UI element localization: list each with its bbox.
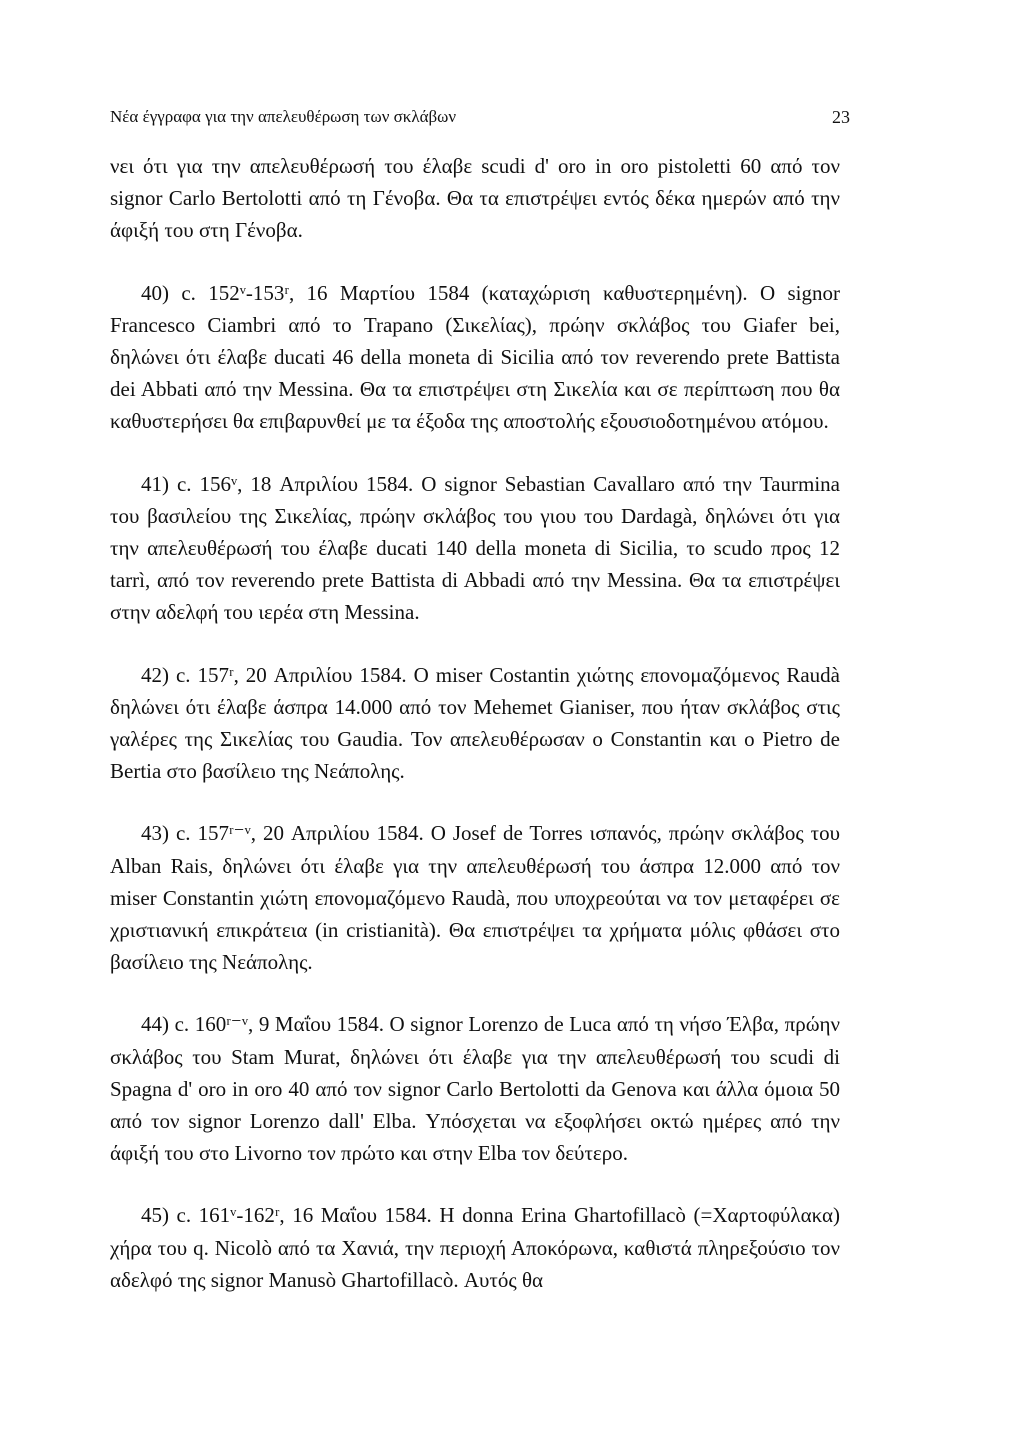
- paragraph-entry-44: 44) c. 160ʳ⁻ᵛ, 9 Μαΐου 1584. Ο signor Lorenzo de Luca από τη νήσο Έλβα, πρώην σκλάβος του Stam Murat, δηλώνει ότι έλαβε για την απελευθέρωσή του scudi di Spagna d' oro in oro 40 από τον signor Carlo Bertolotti da Genova και άλλα όμοια 50 από τον signor Lorenzo dall' Elba. Υπόσχεται να εξοφλήσει οκτώ ημέρες από την άφιξή του στο Livorno τον πρώτο και στην Elba τον δεύτερο.: [110, 1012, 840, 1166]
- paragraph-continued: νει ότι για την απελευθέρωσή του έλαβε scudi d' oro in oro pistoletti 60 από τον signor Carlo Bertolotti από τη Γένοβα. Θα τα επιστρέψει εντός δέκα ημερών από την άφιξή του στη Γένοβα.: [110, 154, 840, 243]
- body-text: [110, 150, 840, 1296]
- page-number: 23: [832, 107, 850, 127]
- running-head: [110, 104, 850, 130]
- running-title: Νέα έγγραφα για την απελευθέρωση των σκλάβων: [110, 107, 457, 126]
- paragraph-entry-42: 42) c. 157ʳ, 20 Απριλίου 1584. Ο miser Costantin χιώτης επονομαζόμενος Raudà δηλώνει ότι έλαβε άσπρα 14.000 από τον Mehemet Gianiser, που ήταν σκλάβος στις γαλέρες της Σικελίας του Gaudia. Τον απελευθέρωσαν ο Constantin και ο Pietro de Bertia στο βασίλειο της Νεάπολης.: [110, 662, 840, 784]
- paragraph-entry-41: 41) c. 156ᵛ, 18 Απριλίου 1584. Ο signor Sebastian Cavallaro από την Taurmina του βασιλείου της Σικελίας, πρώην σκλάβος του γιου του Dardagà, δηλώνει ότι για την απελευθέρωσή του έλαβε ducati 140 della moneta di Sicilia, το scudo προς 12 tarrì, από τον reverendo prete Battista di Abbadi από την Messina. Θα τα επιστρέψει στην αδελφή του ιερέα στη Messina.: [110, 471, 840, 625]
- paragraph-entry-40: 40) c. 152ᵛ-153ʳ, 16 Μαρτίου 1584 (καταχώριση καθυστερημένη). Ο signor Francesco Ciambri από το Trapano (Σικελίας), πρώην σκλάβος του Giafer bei, δηλώνει ότι έλαβε ducati 46 della moneta di Sicilia από τον reverendo prete Battista dei Abbati από την Messina. Θα τα επιστρέψει στη Σικελία και σε περίπτωση που θα καθυστερήσει θα επιβαρυνθεί με τα έξοδα της αποστολής εξουσιοδοτημένου ατόμου.: [110, 280, 840, 434]
- paragraph-entry-43: 43) c. 157ʳ⁻ᵛ, 20 Απριλίου 1584. Ο Josef de Torres ισπανός, πρώην σκλάβος του Alban Rais, δηλώνει ότι έλαβε για την απελευθέρωσή του άσπρα 12.000 από τον miser Constantin χιώτη επονομαζόμενο Raudà, που υποχρεούται να τον μεταφέρει σε χριστιανική επικράτεια (in cristianità). Θα επιστρέψει τα χρήματα μόλις φθάσει στο βασίλειο της Νεάπολης.: [110, 821, 840, 975]
- paragraph-entry-45: 45) c. 161ᵛ-162ʳ, 16 Μαΐου 1584. Η donna Erina Ghartofillacò (=Χαρτοφύλακα) χήρα του q. Nicolò από τα Χανιά, την περιοχή Αποκόρωνα, καθιστά πληρεξούσιο τον αδελφό της signor Manusò Ghartofillacò. Αυτός θα: [110, 1203, 840, 1292]
